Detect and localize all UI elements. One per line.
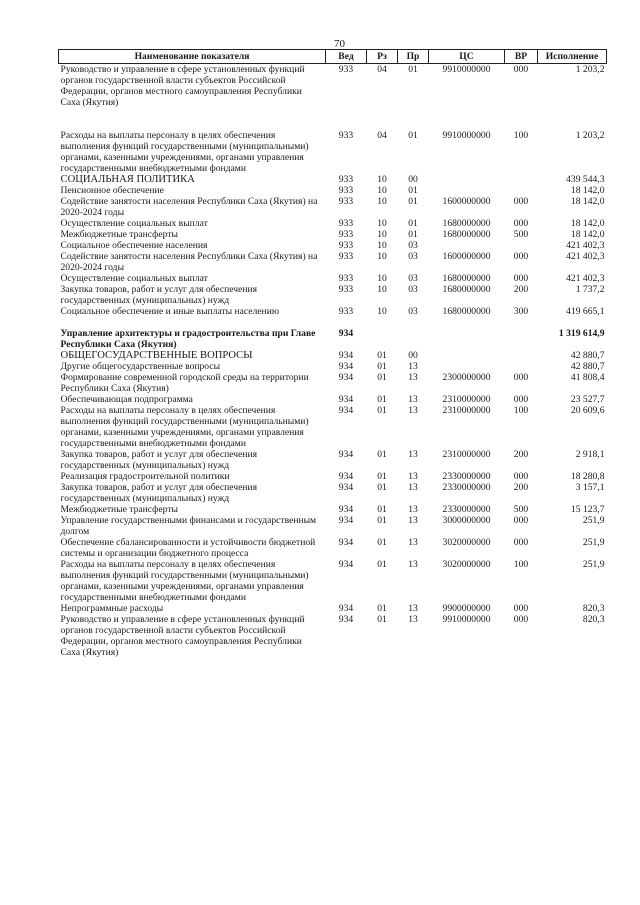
row-rz-cell: 10 xyxy=(377,306,387,317)
table-header-row xyxy=(59,50,607,64)
row-name-cell: Пенсионное обеспечение xyxy=(60,185,164,196)
row-rz-cell: 01 xyxy=(377,482,387,493)
row-name-cell: Управление архитектуры и градостроительства при Главе Республики Саха (Якутия) xyxy=(60,328,316,350)
table-row xyxy=(59,515,607,537)
row-ved-cell: 933 xyxy=(338,185,354,196)
table-row xyxy=(59,284,607,306)
row-ved-cell: 934 xyxy=(338,372,354,383)
row-pr-cell: 01 xyxy=(408,185,418,196)
row-pr-cell: 01 xyxy=(408,196,418,207)
row-amount-cell: 23 527,7 xyxy=(570,394,605,405)
row-cs-cell: 9910000000 xyxy=(442,64,491,75)
row-pr-cell: 13 xyxy=(408,405,418,416)
row-amount-cell: 419 665,1 xyxy=(566,306,605,317)
row-ved-cell: 934 xyxy=(338,614,354,625)
row-cs-cell: 2330000000 xyxy=(442,504,491,515)
row-name-cell: Управление государственными финансами и государственным долгом xyxy=(60,515,317,537)
row-vr-cell: 000 xyxy=(513,515,529,526)
row-rz-cell: 04 xyxy=(377,64,387,75)
row-rz-cell: 10 xyxy=(377,196,387,207)
row-pr-cell: 03 xyxy=(408,251,418,262)
row-cs-cell xyxy=(429,361,505,372)
row-vr-cell: 100 xyxy=(513,559,529,570)
row-vr-cell xyxy=(505,240,538,251)
row-rz-cell: 01 xyxy=(377,614,387,625)
row-vr-cell: 000 xyxy=(513,614,529,625)
column-header-cs: ЦС xyxy=(429,50,505,64)
row-rz-cell: 01 xyxy=(377,537,387,548)
table-row xyxy=(59,240,607,251)
row-pr-cell: 13 xyxy=(408,372,418,383)
table-row xyxy=(59,537,607,559)
row-rz-cell: 10 xyxy=(377,229,387,240)
table-row xyxy=(59,185,607,196)
row-rz-cell: 01 xyxy=(377,559,387,570)
row-amount-cell: 820,3 xyxy=(582,603,605,614)
row-amount-cell: 20 609,6 xyxy=(570,405,605,416)
row-cs-cell xyxy=(429,350,505,361)
table-row xyxy=(59,504,607,515)
column-header-pr: Пр xyxy=(398,50,429,64)
row-vr-cell: 000 xyxy=(513,64,529,75)
row-cs-cell xyxy=(429,174,505,185)
table-row xyxy=(59,196,607,218)
table-row xyxy=(59,394,607,405)
row-rz-cell: 01 xyxy=(377,394,387,405)
row-vr-cell xyxy=(505,350,538,361)
row-ved-cell: 934 xyxy=(338,449,354,460)
table-row xyxy=(59,350,607,361)
row-amount-cell: 1 737,2 xyxy=(575,284,605,295)
row-vr-cell: 200 xyxy=(513,449,529,460)
row-vr-cell: 000 xyxy=(513,273,529,284)
row-rz-cell: 10 xyxy=(377,273,387,284)
row-amount-cell: 18 280,8 xyxy=(570,471,605,482)
row-amount-cell: 820,3 xyxy=(582,614,605,625)
row-name-cell: Формирование современной городской среды на территории Республики Саха (Якутия) xyxy=(60,372,309,394)
row-cs-cell: 1680000000 xyxy=(442,273,491,284)
row-vr-cell: 000 xyxy=(513,471,529,482)
row-rz-cell: 10 xyxy=(377,218,387,229)
row-name-cell: Осуществление социальных выплат xyxy=(60,218,208,229)
row-vr-cell xyxy=(505,361,538,372)
row-vr-cell: 000 xyxy=(513,394,529,405)
table-row xyxy=(59,471,607,482)
row-cs-cell: 1600000000 xyxy=(442,196,491,207)
column-header-vr: ВР xyxy=(505,50,538,64)
row-ved-cell: 934 xyxy=(338,559,354,570)
row-name-cell: Межбюджетные трансферты xyxy=(60,229,178,240)
row-cs-cell: 1680000000 xyxy=(442,218,491,229)
row-pr-cell: 13 xyxy=(408,537,418,548)
row-cs-cell: 1680000000 xyxy=(442,284,491,295)
row-name-cell: Межбюджетные трансферты xyxy=(60,504,178,515)
row-amount-cell: 1 203,2 xyxy=(575,64,605,75)
table-row xyxy=(59,372,607,394)
table-row xyxy=(59,218,607,229)
row-spacer-cell xyxy=(59,108,607,119)
table-row xyxy=(59,328,607,350)
row-pr-cell: 01 xyxy=(408,229,418,240)
row-pr-cell: 01 xyxy=(408,218,418,229)
table-row xyxy=(59,603,607,614)
row-ved-cell: 934 xyxy=(338,361,354,372)
row-name-cell: Содействие занятости населения Республики Саха (Якутия) на 2020-2024 годы xyxy=(60,251,318,273)
row-cs-cell xyxy=(429,328,505,350)
row-rz-cell: 01 xyxy=(377,515,387,526)
row-name-cell: Осуществление социальных выплат xyxy=(60,273,208,284)
row-pr-cell: 13 xyxy=(408,603,418,614)
row-name-cell: Непрограммные расходы xyxy=(60,603,164,614)
row-vr-cell xyxy=(505,185,538,196)
row-vr-cell: 100 xyxy=(513,405,529,416)
row-cs-cell: 3000000000 xyxy=(442,515,491,526)
row-amount-cell: 42 880,7 xyxy=(570,350,605,361)
row-pr-cell: 13 xyxy=(408,482,418,493)
row-amount-cell: 439 544,3 xyxy=(566,174,605,185)
row-ved-cell: 933 xyxy=(338,251,354,262)
row-ved-cell: 934 xyxy=(338,603,354,614)
row-ved-cell: 934 xyxy=(338,482,354,493)
row-pr-cell: 13 xyxy=(408,449,418,460)
row-pr-cell: 13 xyxy=(408,394,418,405)
row-cs-cell: 1680000000 xyxy=(442,306,491,317)
row-cs-cell: 1680000000 xyxy=(442,229,491,240)
row-name-cell: Расходы на выплаты персоналу в целях обеспечения выполнения функций государственными (муниципальными) органами, казенными учреждениями, органами управления государственными внебюджетными фондами xyxy=(60,559,309,603)
row-spacer xyxy=(59,317,607,328)
row-vr-cell: 200 xyxy=(513,482,529,493)
table-row xyxy=(59,405,607,449)
row-name-cell: Расходы на выплаты персоналу в целях обеспечения выполнения функций государственными (муниципальными) органами, казенными учреждениями, органами управления государственными внебюджетными фондами xyxy=(60,405,309,449)
row-pr-cell: 03 xyxy=(408,273,418,284)
budget-execution-table xyxy=(58,49,607,658)
row-ved-cell: 933 xyxy=(338,196,354,207)
row-vr-cell: 000 xyxy=(513,218,529,229)
row-cs-cell: 2330000000 xyxy=(442,471,491,482)
row-spacer-cell xyxy=(59,119,607,130)
row-pr-cell: 13 xyxy=(408,559,418,570)
row-pr-cell: 03 xyxy=(408,240,418,251)
row-rz-cell: 10 xyxy=(377,284,387,295)
row-vr-cell: 500 xyxy=(513,504,529,515)
row-rz-cell: 10 xyxy=(377,251,387,262)
row-cs-cell: 2300000000 xyxy=(442,372,491,383)
row-spacer xyxy=(59,119,607,130)
row-pr-cell: 03 xyxy=(408,306,418,317)
row-cs-cell: 2310000000 xyxy=(442,449,491,460)
row-cs-cell: 2310000000 xyxy=(442,394,491,405)
table-row xyxy=(59,174,607,185)
row-rz-cell: 01 xyxy=(377,449,387,460)
row-pr-cell: 03 xyxy=(408,284,418,295)
row-rz-cell: 10 xyxy=(377,185,387,196)
row-amount-cell: 18 142,0 xyxy=(570,185,605,196)
row-ved-cell: 933 xyxy=(338,284,354,295)
row-pr-cell: 00 xyxy=(408,174,418,185)
row-ved-cell: 934 xyxy=(338,537,354,548)
row-pr-cell: 01 xyxy=(408,130,418,141)
row-cs-cell: 9900000000 xyxy=(442,603,491,614)
row-name-cell: Руководство и управление в сфере установленных функций органов государственной власти субъектов Российской Федерации, органов местного самоуправления Республики Саха (Якутия) xyxy=(60,64,305,108)
row-ved-cell: 933 xyxy=(338,218,354,229)
row-pr-cell: 13 xyxy=(408,614,418,625)
row-ved-cell: 933 xyxy=(338,174,354,185)
row-cs-cell xyxy=(429,240,505,251)
row-rz-cell: 01 xyxy=(377,361,387,372)
row-vr-cell: 000 xyxy=(513,537,529,548)
row-name-cell: Закупка товаров, работ и услуг для обеспечения государственных (муниципальных) нужд xyxy=(60,449,258,471)
table-row xyxy=(59,273,607,284)
row-rz-cell: 01 xyxy=(377,504,387,515)
row-ved-cell: 934 xyxy=(338,515,354,526)
row-name-cell: ОБЩЕГОСУДАРСТВЕННЫЕ ВОПРОСЫ xyxy=(60,350,253,361)
table-row xyxy=(59,64,607,109)
row-vr-cell: 000 xyxy=(513,196,529,207)
table-row xyxy=(59,306,607,317)
row-name-cell: Закупка товаров, работ и услуг для обеспечения государственных (муниципальных) нужд xyxy=(60,482,258,504)
row-pr-cell: 13 xyxy=(408,361,418,372)
row-vr-cell: 100 xyxy=(513,130,529,141)
row-pr-cell: 00 xyxy=(408,350,418,361)
row-ved-cell: 934 xyxy=(338,405,354,416)
row-name-cell: Реализация градостроительной политики xyxy=(60,471,230,482)
table-row xyxy=(59,229,607,240)
table-row xyxy=(59,361,607,372)
row-amount-cell: 251,9 xyxy=(582,515,605,526)
row-amount-cell: 421 402,3 xyxy=(566,273,605,284)
row-amount-cell: 1 203,2 xyxy=(575,130,605,141)
row-vr-cell: 200 xyxy=(513,284,529,295)
page-number: 70 xyxy=(334,38,345,50)
row-ved-cell: 934 xyxy=(338,328,354,339)
row-ved-cell: 933 xyxy=(338,273,354,284)
row-spacer xyxy=(59,108,607,119)
row-ved-cell: 933 xyxy=(338,130,354,141)
row-name-cell: Обеспечение сбалансированности и устойчивости бюджетной системы и организации бюджетного процесса xyxy=(60,537,316,559)
row-pr-cell: 13 xyxy=(408,471,418,482)
table-row xyxy=(59,130,607,174)
row-vr-cell: 000 xyxy=(513,603,529,614)
row-amount-cell: 18 142,0 xyxy=(570,218,605,229)
row-cs-cell: 2310000000 xyxy=(442,405,491,416)
row-rz-cell xyxy=(367,328,398,350)
row-vr-cell: 000 xyxy=(513,372,529,383)
row-vr-cell: 000 xyxy=(513,251,529,262)
row-ved-cell: 933 xyxy=(338,240,354,251)
row-rz-cell: 10 xyxy=(377,240,387,251)
row-cs-cell: 9910000000 xyxy=(442,130,491,141)
table-row xyxy=(59,482,607,504)
row-spacer-cell xyxy=(59,317,607,328)
row-ved-cell: 934 xyxy=(338,350,354,361)
row-ved-cell: 933 xyxy=(338,229,354,240)
table-row xyxy=(59,251,607,273)
row-ved-cell: 934 xyxy=(338,471,354,482)
row-vr-cell: 300 xyxy=(513,306,529,317)
row-name-cell: Расходы на выплаты персоналу в целях обеспечения выполнения функций государственными (муниципальными) органами, казенными учреждениями, органами управления государственными внебюджетными фондами xyxy=(60,130,309,174)
row-name-cell: Закупка товаров, работ и услуг для обеспечения государственных (муниципальных) нужд xyxy=(60,284,258,306)
row-amount-cell: 41 808,4 xyxy=(570,372,605,383)
row-name-cell: Социальное обеспечение и иные выплаты населению xyxy=(60,306,279,317)
row-cs-cell: 3020000000 xyxy=(442,537,491,548)
row-rz-cell: 10 xyxy=(377,174,387,185)
row-rz-cell: 01 xyxy=(377,350,387,361)
row-amount-cell: 18 142,0 xyxy=(570,229,605,240)
table-row xyxy=(59,449,607,471)
row-amount-cell: 42 880,7 xyxy=(570,361,605,372)
row-pr-cell: 01 xyxy=(408,64,418,75)
row-name-cell: Руководство и управление в сфере установленных функций органов государственной власти субъектов Российской Федерации, органов местного самоуправления Республики Саха (Якутия) xyxy=(60,614,305,658)
table-body xyxy=(59,64,607,659)
row-vr-cell xyxy=(505,174,538,185)
row-ved-cell: 933 xyxy=(338,306,354,317)
row-rz-cell: 01 xyxy=(377,471,387,482)
row-vr-cell: 500 xyxy=(513,229,529,240)
row-cs-cell: 9910000000 xyxy=(442,614,491,625)
row-vr-cell xyxy=(505,328,538,350)
row-cs-cell xyxy=(429,185,505,196)
row-rz-cell: 01 xyxy=(377,405,387,416)
row-cs-cell: 1600000000 xyxy=(442,251,491,262)
row-name-cell: Социальное обеспечение населения xyxy=(60,240,208,251)
column-header-rz: Рз xyxy=(367,50,398,64)
row-amount-cell: 421 402,3 xyxy=(566,251,605,262)
row-amount-cell: 15 123,7 xyxy=(570,504,605,515)
column-header-amount: Исполнение xyxy=(538,50,607,64)
row-name-cell: СОЦИАЛЬНАЯ ПОЛИТИКА xyxy=(60,174,195,185)
row-pr-cell: 13 xyxy=(408,504,418,515)
table-row xyxy=(59,614,607,658)
row-rz-cell: 01 xyxy=(377,372,387,383)
column-header-ved: Вед xyxy=(326,50,367,64)
row-name-cell: Обеспечивающая подпрограмма xyxy=(60,394,193,405)
row-name-cell: Содействие занятости населения Республики Саха (Якутия) на 2020-2024 годы xyxy=(60,196,318,218)
row-rz-cell: 01 xyxy=(377,603,387,614)
row-amount-cell: 1 319 614,9 xyxy=(558,328,605,339)
row-amount-cell: 421 402,3 xyxy=(566,240,605,251)
row-cs-cell: 2330000000 xyxy=(442,482,491,493)
row-amount-cell: 18 142,0 xyxy=(570,196,605,207)
row-amount-cell: 251,9 xyxy=(582,559,605,570)
row-ved-cell: 934 xyxy=(338,394,354,405)
column-header-name: Наименование показателя xyxy=(59,50,326,64)
row-cs-cell: 3020000000 xyxy=(442,559,491,570)
row-amount-cell: 3 157,1 xyxy=(575,482,605,493)
row-amount-cell: 2 918,1 xyxy=(575,449,605,460)
row-pr-cell: 13 xyxy=(408,515,418,526)
row-pr-cell xyxy=(398,328,429,350)
table-row xyxy=(59,559,607,603)
row-amount-cell: 251,9 xyxy=(582,537,605,548)
row-ved-cell: 933 xyxy=(338,64,354,75)
row-ved-cell: 934 xyxy=(338,504,354,515)
row-name-cell: Другие общегосударственные вопросы xyxy=(60,361,221,372)
row-rz-cell: 04 xyxy=(377,130,387,141)
